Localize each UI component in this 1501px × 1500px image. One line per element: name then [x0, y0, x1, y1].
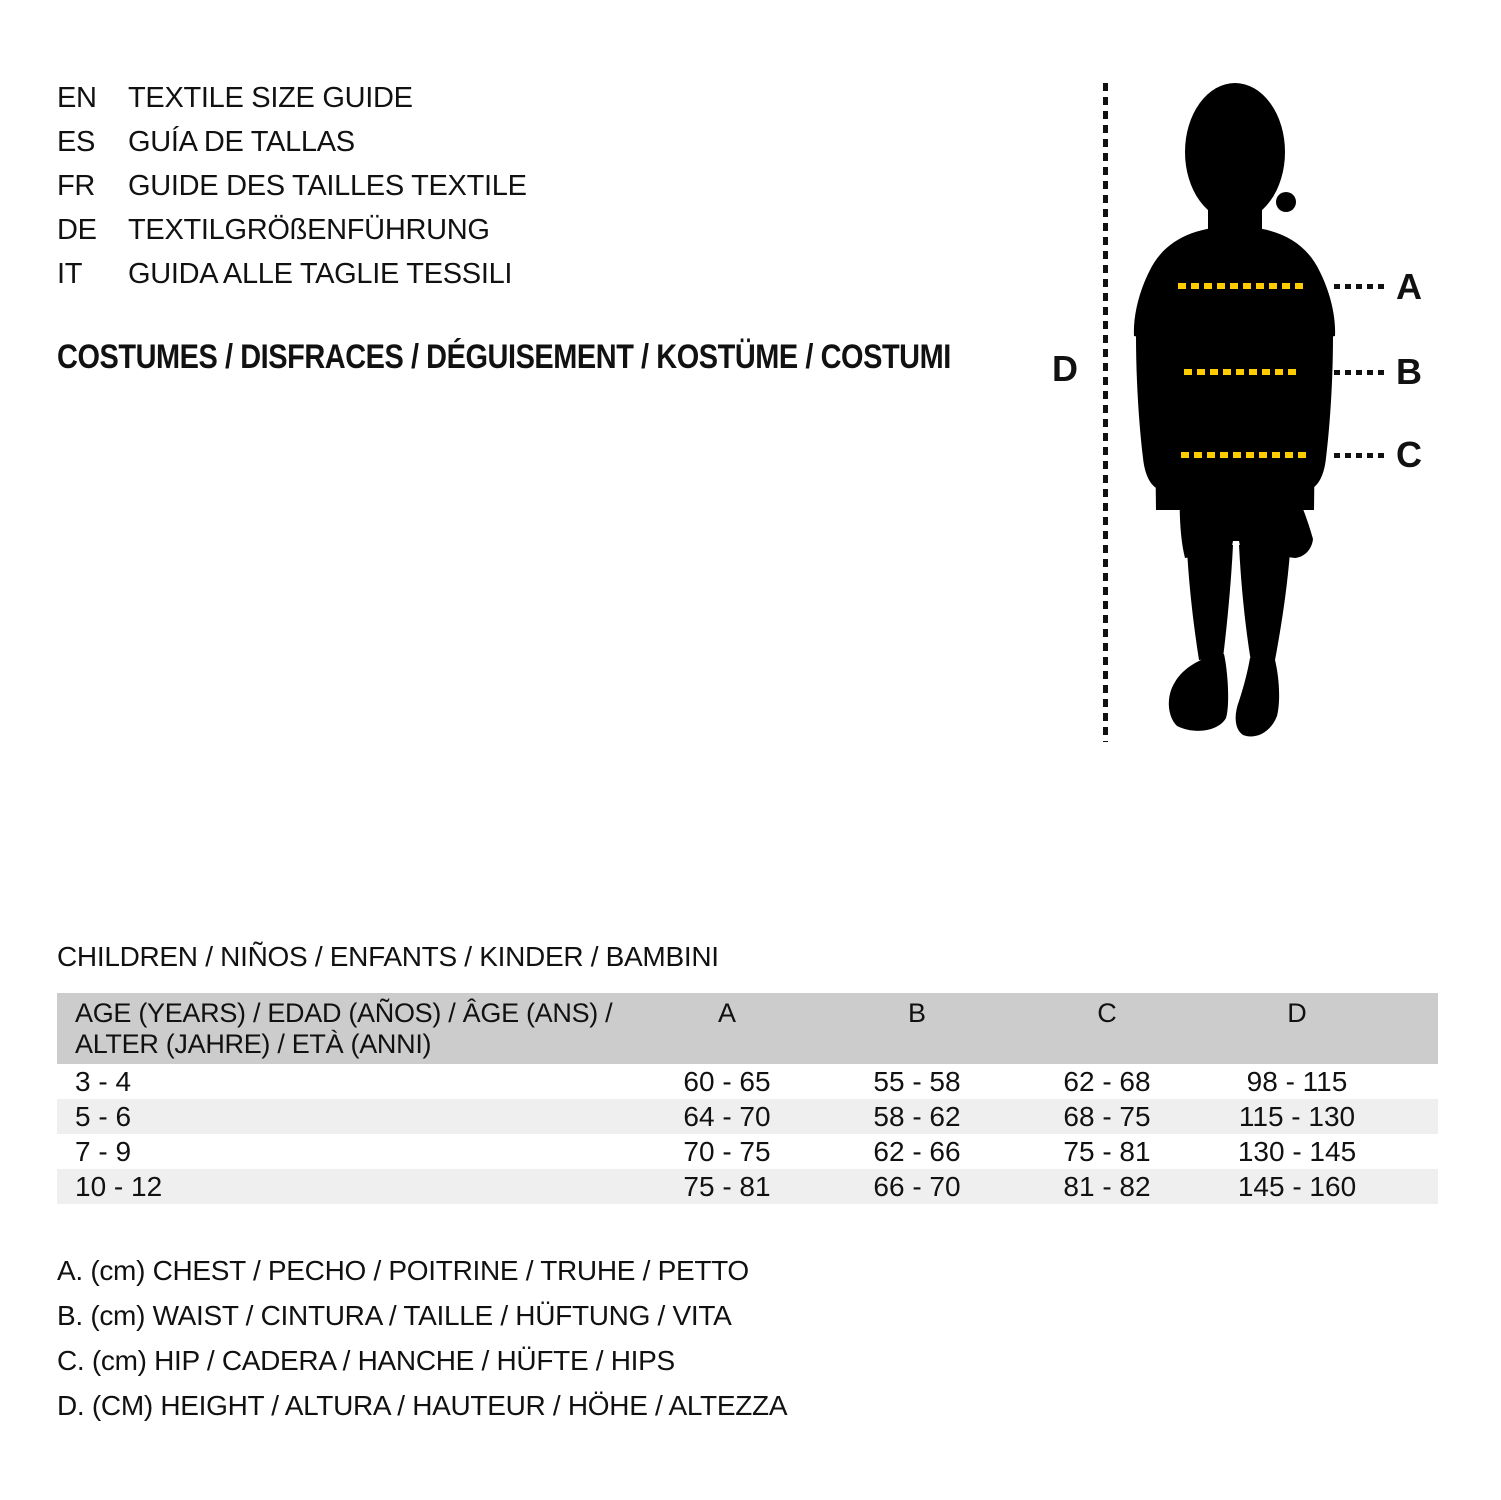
column-header-d: D	[1287, 998, 1307, 1028]
chest-cell: 60 - 65	[683, 1065, 771, 1097]
table-row	[57, 1169, 1438, 1204]
age-column-header	[57, 993, 632, 1060]
language-title: TEXTILE SIZE GUIDE	[128, 81, 413, 114]
hip-cell: 68 - 75	[1063, 1100, 1151, 1132]
legend-chest: A. (cm) CHEST / PECHO / POITRINE / TRUHE / PETTO	[57, 1254, 749, 1286]
height-dashed-line	[1103, 83, 1108, 742]
age-header-line2: ALTER (JAHRE) / ETÀ (ANNI)	[75, 1029, 432, 1059]
language-title: GUIDA ALLE TAGLIE TESSILI	[128, 257, 513, 290]
legend-hip: C. (cm) HIP / CADERA / HANCHE / HÜFTE / HIPS	[57, 1344, 675, 1376]
waist-cell: 55 - 58	[873, 1065, 961, 1097]
language-list	[57, 76, 527, 296]
column-header-c: C	[1097, 998, 1117, 1028]
table-row	[57, 1064, 1438, 1099]
waist-measure-line	[1184, 369, 1297, 375]
language-code: IT	[57, 257, 83, 290]
height-cell: 145 - 160	[1237, 1170, 1357, 1202]
hip-cell: 62 - 68	[1063, 1065, 1151, 1097]
height-cell: 115 - 130	[1238, 1100, 1356, 1132]
age-cell: 10 - 12	[75, 1170, 163, 1202]
language-row-fr	[57, 164, 527, 208]
legend-waist: B. (cm) WAIST / CINTURA / TAILLE / HÜFTUNG / VITA	[57, 1299, 732, 1331]
language-title: TEXTILGRÖßENFÜHRUNG	[128, 213, 490, 246]
language-title: GUÍA DE TALLAS	[128, 125, 355, 158]
language-code: DE	[57, 213, 97, 246]
chest-cell: 75 - 81	[683, 1170, 771, 1202]
language-row-it	[57, 252, 527, 296]
size-table	[57, 993, 1438, 1204]
chest-measure-line	[1178, 283, 1304, 289]
hip-connector-line	[1334, 453, 1386, 458]
chest-cell: 64 - 70	[683, 1100, 771, 1132]
height-cell: 130 - 145	[1237, 1135, 1357, 1167]
language-row-es	[57, 120, 527, 164]
chest-connector-line	[1334, 284, 1386, 289]
child-silhouette-image	[1130, 80, 1340, 745]
language-row-en	[57, 76, 527, 120]
age-cell: 7 - 9	[75, 1135, 132, 1167]
age-cell: 5 - 6	[75, 1100, 132, 1132]
waist-cell: 66 - 70	[873, 1170, 961, 1202]
measurement-legend	[57, 1248, 787, 1428]
chest-measure-label: A	[1396, 266, 1422, 307]
column-header-b: B	[907, 998, 926, 1028]
waist-measure-label: B	[1396, 351, 1422, 392]
hip-measure-label: C	[1396, 434, 1422, 475]
size-section-heading: CHILDREN / NIÑOS / ENFANTS / KINDER / BAMBINI	[57, 941, 719, 972]
hip-cell: 75 - 81	[1063, 1135, 1151, 1167]
table-row	[57, 1134, 1438, 1169]
age-header-line1: AGE (YEARS) / EDAD (AÑOS) / ÂGE (ANS) /	[75, 998, 613, 1028]
size-table-header-row	[57, 993, 1438, 1064]
table-row	[57, 1099, 1438, 1134]
waist-cell: 62 - 66	[873, 1135, 961, 1167]
language-title: GUIDE DES TAILLES TEXTILE	[128, 169, 527, 202]
hip-measure-line	[1181, 452, 1306, 458]
language-code: EN	[57, 81, 97, 114]
category-heading: COSTUMES / DISFRACES / DÉGUISEMENT / KOSTÜME / COSTUMI	[57, 338, 951, 376]
chest-cell: 70 - 75	[683, 1135, 771, 1167]
height-measure-label: D	[1052, 348, 1078, 389]
legend-height: D. (CM) HEIGHT / ALTURA / HAUTEUR / HÖHE / ALTEZZA	[57, 1389, 788, 1421]
height-cell: 98 - 115	[1246, 1065, 1348, 1097]
language-row-de	[57, 208, 527, 252]
language-code: ES	[57, 125, 96, 158]
waist-cell: 58 - 62	[873, 1100, 961, 1132]
language-code: FR	[57, 169, 96, 202]
hip-cell: 81 - 82	[1063, 1170, 1151, 1202]
age-cell: 3 - 4	[75, 1065, 132, 1097]
column-header-a: A	[717, 998, 736, 1028]
waist-connector-line	[1334, 370, 1386, 375]
